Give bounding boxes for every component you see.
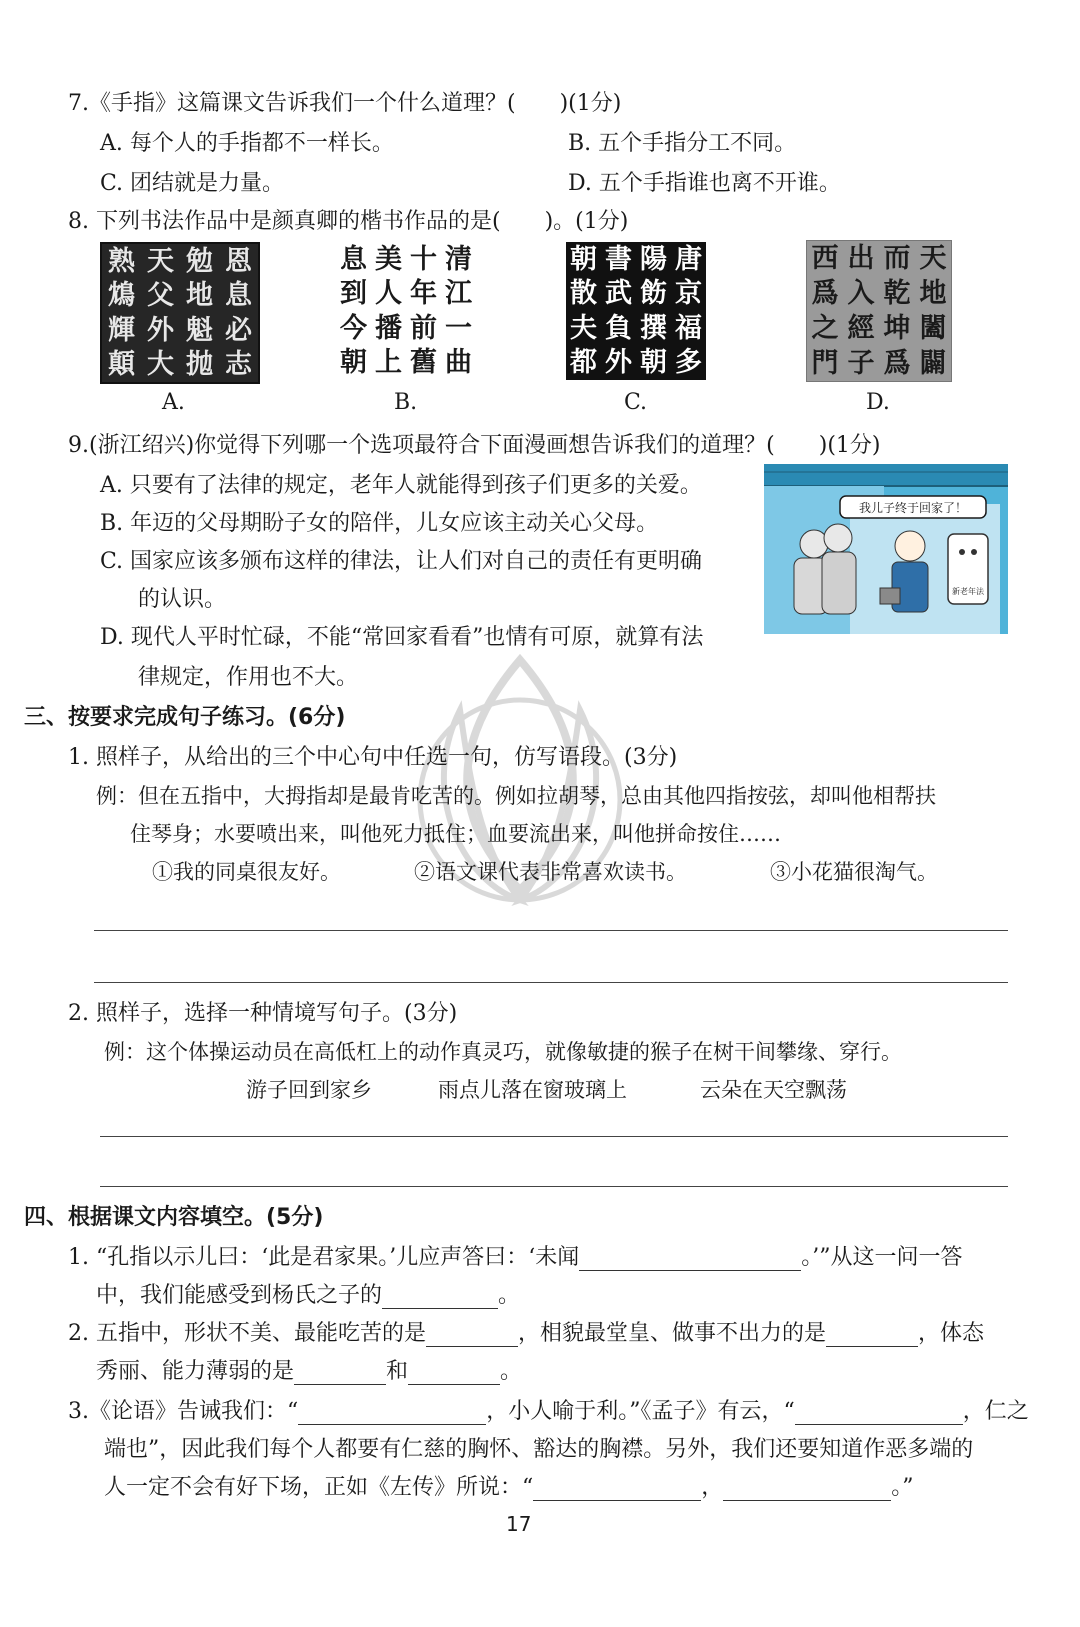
q9-option-d-cont: 律规定，作用也不大。 — [138, 665, 359, 690]
q9-option-c[interactable]: C. 国家应该多颁布这样的律法，让人们对自己的责任有更明确 — [100, 549, 703, 574]
answer-line[interactable] — [100, 1186, 1008, 1187]
sec3-q2-choice-3: 云朵在天空飘荡 — [700, 1078, 847, 1102]
calligraphy-character: 魁 — [186, 314, 213, 346]
sec4-q1-line2: 中，我们能感受到杨氏之子的 。 — [96, 1283, 521, 1308]
calligraphy-character: 唐 — [675, 243, 702, 275]
calligraphy-character: 闔 — [919, 313, 947, 344]
fill-blank[interactable] — [579, 1248, 801, 1271]
answer-line[interactable] — [94, 982, 1008, 983]
q9-option-c-cont: 的认识。 — [138, 587, 227, 612]
q9-option-a[interactable]: A. 只要有了法律的规定，老年人就能得到孩子们更多的关爱。 — [100, 473, 702, 498]
calligraphy-character: 熟 — [108, 245, 135, 277]
calligraphy-character: 年 — [410, 278, 437, 310]
calligraphy-character: 外 — [605, 347, 632, 379]
calligraphy-character: 京 — [675, 278, 702, 310]
calligraphy-character: 多 — [675, 347, 702, 379]
calligraphy-character: 輝 — [108, 314, 135, 346]
calligraphy-character: 江 — [445, 278, 472, 310]
calligraphy-character: 十 — [410, 243, 437, 275]
fill-blank[interactable] — [826, 1324, 918, 1347]
q7-option-d[interactable]: D. 五个手指谁也离不开谁。 — [568, 171, 841, 196]
fill-blank[interactable] — [298, 1402, 486, 1425]
calligraphy-character: 播 — [375, 312, 402, 344]
q7-option-a[interactable]: A. 每个人的手指都不一样长。 — [100, 131, 394, 156]
calligraphy-character: 上 — [375, 347, 402, 379]
cartoon-speech-bubble: 我儿子终于回家了！ — [858, 501, 968, 515]
calligraphy-character: 爲 — [883, 348, 911, 379]
fill-blank[interactable] — [795, 1402, 963, 1425]
calligraphy-character: 爲 — [811, 278, 839, 309]
sec3-q2-choice-2: 雨点儿落在窗玻璃上 — [438, 1078, 627, 1102]
calligraphy-character: 顛 — [108, 349, 135, 381]
calligraphy-character: 入 — [847, 278, 875, 309]
calligraphy-character: 經 — [847, 313, 875, 344]
calligraphy-character: 父 — [147, 280, 174, 312]
sec3-q1-choice-1: ①我的同桌很友好。 — [152, 860, 341, 884]
calligraphy-character: 抛 — [186, 349, 213, 381]
sec3-q2-stem: 2. 照样子，选择一种情境写句子。(3分) — [68, 1001, 458, 1026]
sec4-q2-line2: 秀丽、能力薄弱的是 和 。 — [96, 1359, 523, 1384]
q9-option-b[interactable]: B. 年迈的父母期盼子女的陪伴，儿女应该主动关心父母。 — [100, 511, 659, 536]
calligraphy-image-d[interactable] — [806, 240, 952, 382]
calligraphy-label-a: A. — [162, 390, 185, 415]
sec4-q3-line1: 3.《论语》告诫我们：“ ，小人喻于利。”《孟子》有云，“ ，仁之 — [68, 1399, 1029, 1424]
calligraphy-character: 出 — [847, 243, 875, 274]
answer-line[interactable] — [94, 930, 1008, 931]
sec4-q2-line1: 2. 五指中，形状不美、最能吃苦的是 ，相貌最堂皇、做事不出力的是 ，体态 — [68, 1321, 985, 1346]
calligraphy-character: 坤 — [883, 313, 911, 344]
fill-blank[interactable] — [408, 1362, 500, 1385]
calligraphy-character: 志 — [225, 349, 252, 381]
fill-blank[interactable] — [294, 1362, 386, 1385]
q9-stem: 9.(浙江绍兴)你觉得下列哪一个选项最符合下面漫画想告诉我们的道理？( )(1分) — [68, 433, 881, 458]
calligraphy-character: 地 — [186, 280, 213, 312]
calligraphy-character: 清 — [445, 243, 472, 275]
calligraphy-character: 而 — [883, 243, 911, 274]
sec3-q1-choice-2: ②语文课代表非常喜欢读书。 — [414, 860, 687, 884]
q7-option-b[interactable]: B. 五个手指分工不同。 — [568, 131, 797, 156]
calligraphy-character: 到 — [340, 278, 367, 310]
calligraphy-character: 散 — [570, 278, 597, 310]
q7-stem: 7.《手指》这篇课文告诉我们一个什么道理？( )(1分) — [68, 91, 622, 116]
calligraphy-character: 地 — [919, 278, 947, 309]
sec3-q1-choice-3: ③小花猫很淘气。 — [770, 860, 938, 884]
calligraphy-character: 息 — [225, 280, 252, 312]
calligraphy-character: 福 — [675, 312, 702, 344]
calligraphy-character: 之 — [811, 313, 839, 344]
calligraphy-character: 天 — [147, 245, 174, 277]
fill-blank[interactable] — [426, 1324, 518, 1347]
calligraphy-character: 前 — [410, 312, 437, 344]
sec3-q2-choice-1: 游子回到家乡 — [246, 1078, 372, 1102]
calligraphy-character: 勉 — [186, 245, 213, 277]
calligraphy-character: 飭 — [640, 278, 667, 310]
section-4-title: 四、根据课文内容填空。(5分) — [24, 1205, 324, 1230]
cartoon-scroll-label: 新老年法 — [952, 587, 984, 596]
calligraphy-character: 人 — [375, 278, 402, 310]
cartoon-illustration — [764, 464, 1008, 634]
q7-option-c[interactable]: C. 团结就是力量。 — [100, 171, 285, 196]
calligraphy-character: 一 — [445, 312, 472, 344]
calligraphy-character: 朝 — [570, 243, 597, 275]
calligraphy-label-c: C. — [624, 390, 648, 415]
calligraphy-character: 天 — [919, 243, 947, 274]
calligraphy-character: 夫 — [570, 312, 597, 344]
calligraphy-character: 美 — [375, 243, 402, 275]
page-number: 17 — [506, 1512, 532, 1536]
calligraphy-character: 撰 — [640, 312, 667, 344]
calligraphy-character: 朝 — [340, 347, 367, 379]
sec4-q3-line2: 端也”，因此我们每个人都要有仁慈的胸怀、豁达的胸襟。另外，我们还要知道作恶多端的 — [104, 1437, 974, 1462]
sec3-q1-stem: 1. 照样子，从给出的三个中心句中任选一句，仿写语段。(3分) — [68, 745, 678, 770]
calligraphy-character: 必 — [225, 314, 252, 346]
calligraphy-character: 曲 — [445, 347, 472, 379]
calligraphy-label-d: D. — [866, 390, 890, 415]
sec4-q3-line3: 人一定不会有好下场，正如《左传》所说：“ ， 。” — [104, 1475, 914, 1500]
sec3-q2-example: 例：这个体操运动员在高低杠上的动作真灵巧，就像敏捷的猴子在树干间攀缘、穿行。 — [104, 1040, 902, 1064]
calligraphy-character: 今 — [340, 312, 367, 344]
calligraphy-character: 武 — [605, 278, 632, 310]
calligraphy-character: 都 — [570, 347, 597, 379]
calligraphy-character: 大 — [147, 349, 174, 381]
sec4-q1-line1: 1. “孔指以示儿曰：‘此是君家果。’儿应声答曰：‘未闻 。’”从这一问一答 — [68, 1245, 963, 1270]
calligraphy-character: 子 — [847, 348, 875, 379]
calligraphy-character: 朝 — [640, 347, 667, 379]
calligraphy-character: 陽 — [640, 243, 667, 275]
q9-option-d[interactable]: D. 现代人平时忙碌，不能“常回家看看”也情有可原，就算有法 — [100, 625, 704, 650]
section-3-title: 三、按要求完成句子练习。(6分) — [24, 705, 346, 730]
q8-stem: 8. 下列书法作品中是颜真卿的楷书作品的是( )。(1分) — [68, 209, 629, 234]
calligraphy-character: 舊 — [410, 347, 437, 379]
calligraphy-character: 書 — [605, 243, 632, 275]
calligraphy-character: 鴆 — [108, 280, 135, 312]
fill-blank[interactable] — [382, 1286, 498, 1309]
calligraphy-image-c[interactable] — [566, 242, 706, 380]
calligraphy-character: 闢 — [919, 348, 947, 379]
sec3-q1-example-line2: 住琴身；水要喷出来，叫他死力抵住；血要流出来，叫他拼命按住…… — [130, 822, 781, 846]
calligraphy-character: 門 — [811, 348, 839, 379]
sec3-q1-example-line1: 例：但在五指中，大拇指却是最肯吃苦的。例如拉胡琴，总由其他四指按弦，却叫他相帮扶 — [96, 784, 936, 808]
calligraphy-image-b[interactable] — [336, 242, 476, 380]
calligraphy-character: 恩 — [225, 245, 252, 277]
calligraphy-character: 負 — [605, 312, 632, 344]
calligraphy-label-b: B. — [394, 390, 418, 415]
calligraphy-character: 西 — [811, 243, 839, 274]
calligraphy-character: 息 — [340, 243, 367, 275]
calligraphy-character: 乾 — [883, 278, 911, 309]
calligraphy-image-a[interactable] — [100, 242, 260, 384]
fill-blank[interactable] — [533, 1478, 701, 1501]
answer-line[interactable] — [100, 1136, 1008, 1137]
fill-blank[interactable] — [723, 1478, 891, 1501]
calligraphy-character: 外 — [147, 314, 174, 346]
